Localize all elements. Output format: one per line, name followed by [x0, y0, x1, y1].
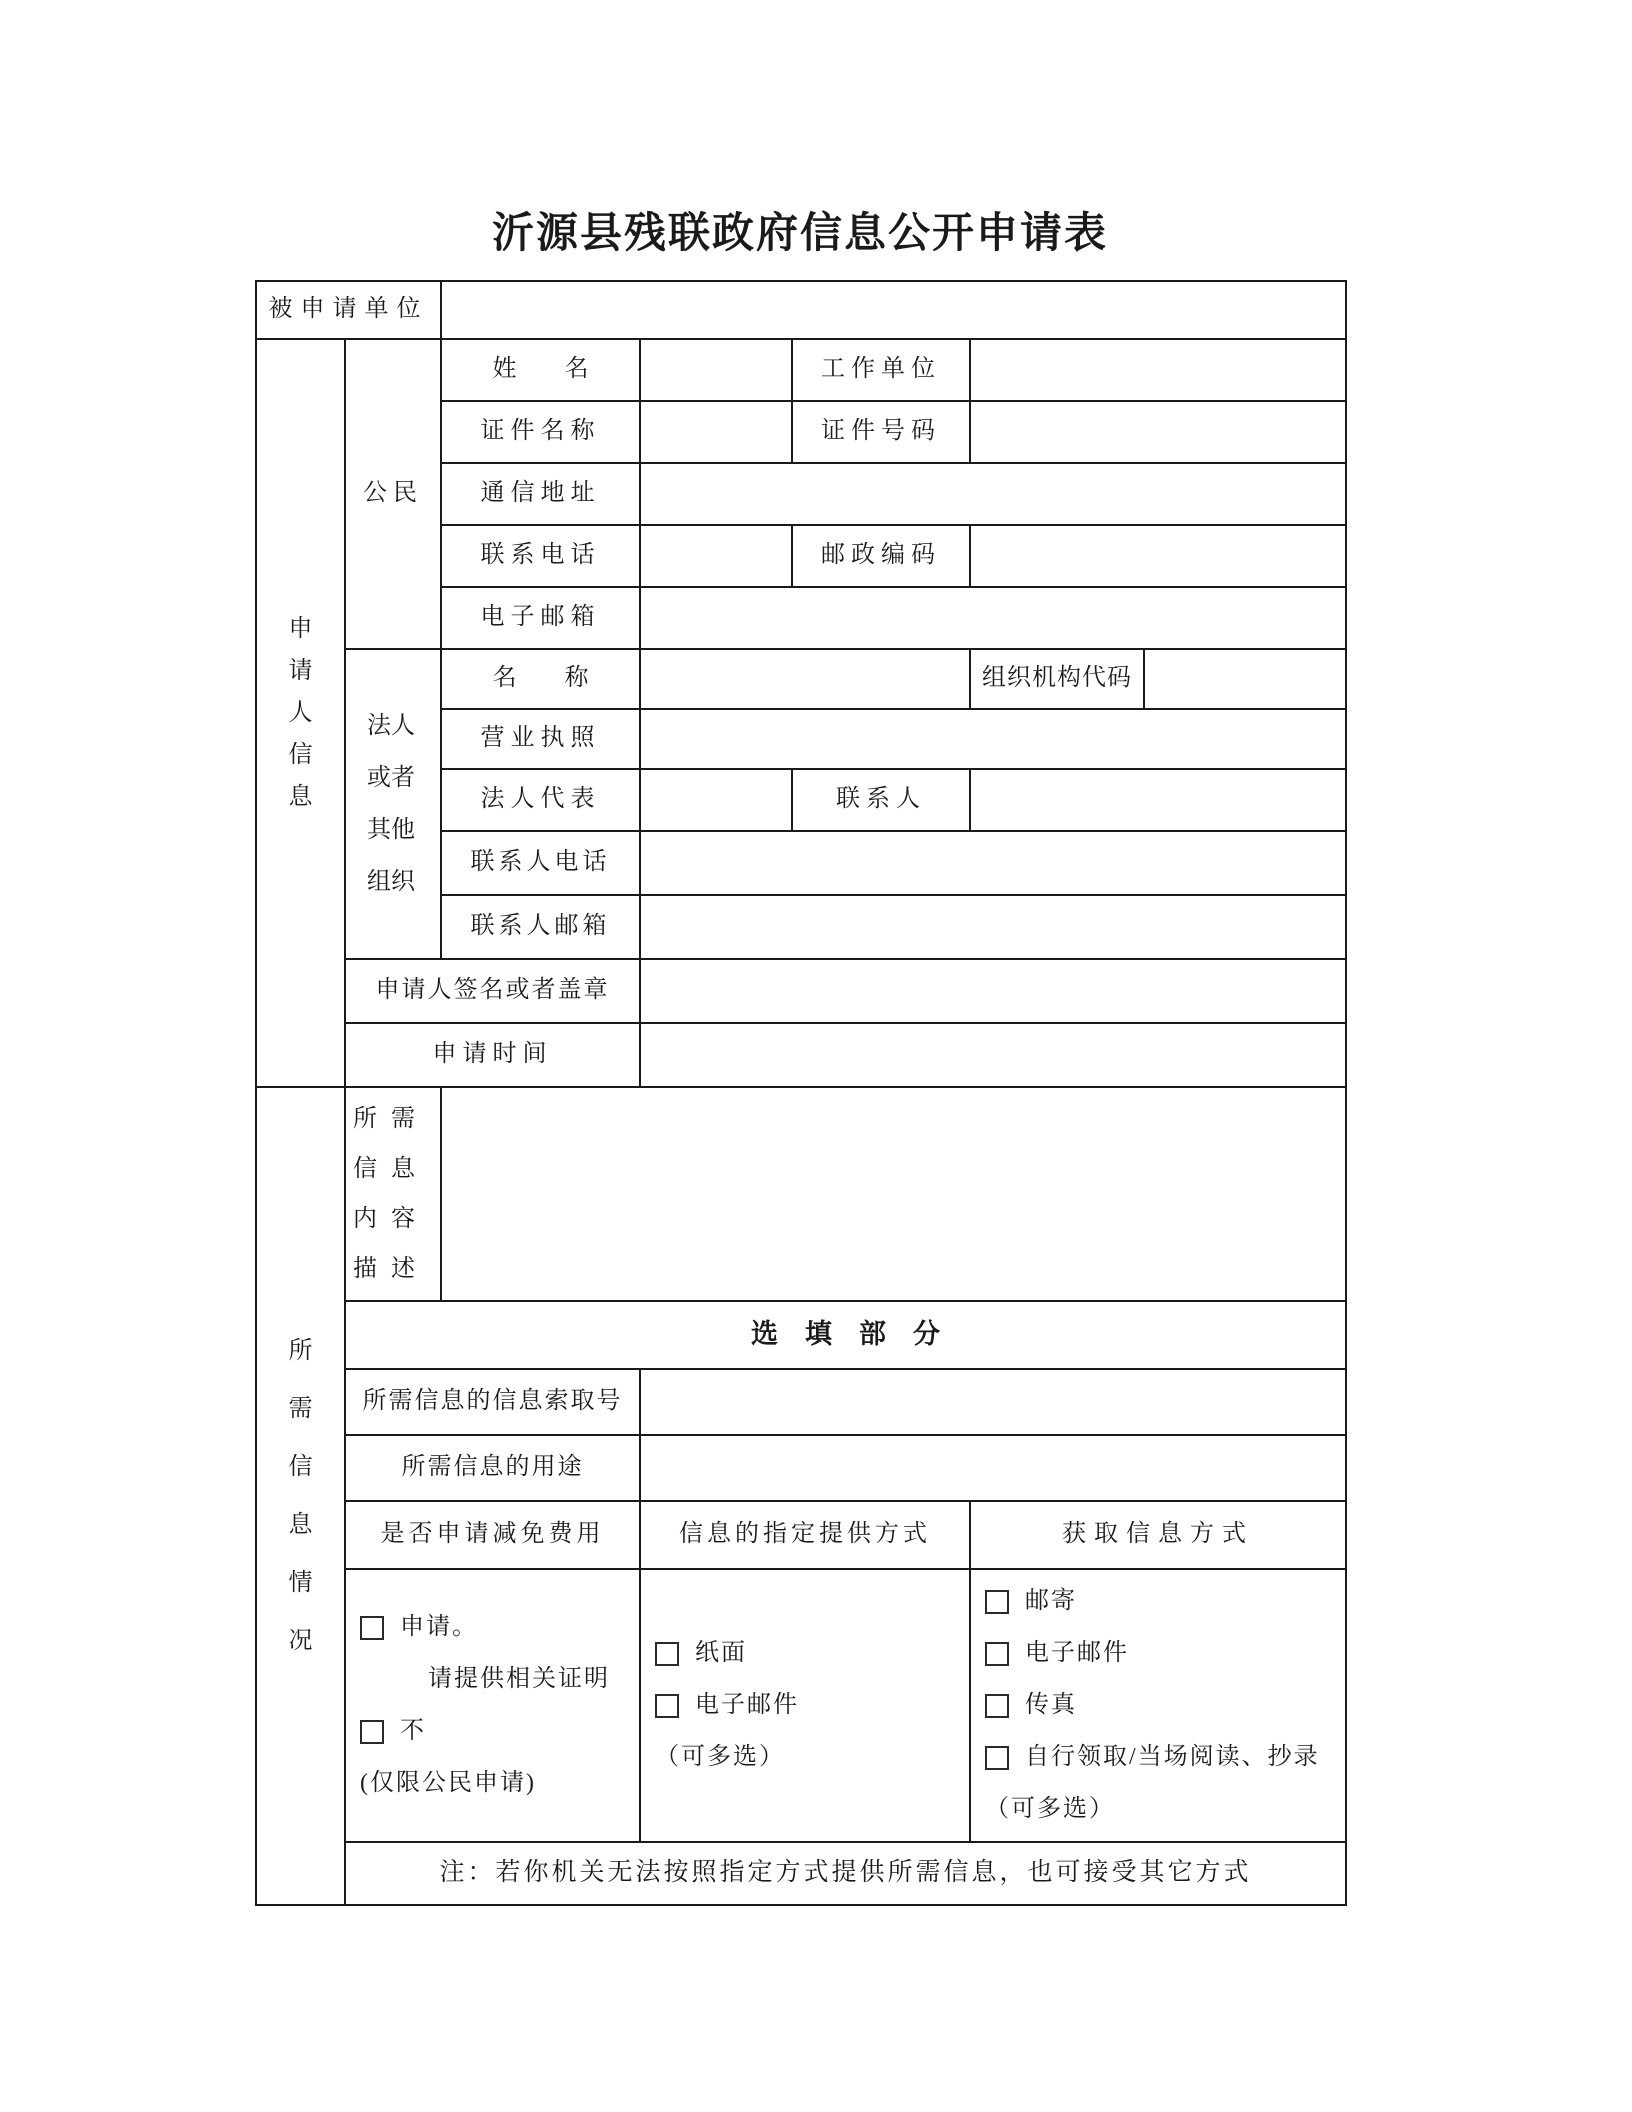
checkbox-label: 传真 [1025, 1691, 1077, 1718]
checkbox-label: （可多选） [985, 1795, 1115, 1822]
checkbox-option-line [641, 1732, 969, 1784]
phone-field[interactable] [640, 525, 792, 587]
info-use-label: 所需信息的用途 [345, 1435, 640, 1501]
checkbox[interactable] [655, 1694, 679, 1718]
info-desc-label-text: 所需信息内容描述 [353, 1106, 429, 1282]
id-number-field[interactable] [970, 401, 1346, 463]
checkbox-option-line [971, 1576, 1345, 1628]
name-label: 姓 名 [441, 339, 640, 401]
checkbox-label: 电子邮件 [1025, 1639, 1129, 1666]
checkbox[interactable] [360, 1616, 384, 1640]
requested-unit-label: 被申请单位 [256, 281, 441, 339]
checkbox-option-line [346, 1654, 639, 1706]
checkbox[interactable] [985, 1590, 1009, 1614]
checkbox-option-line [346, 1602, 639, 1654]
work-unit-field[interactable] [970, 339, 1346, 401]
checkbox[interactable] [985, 1746, 1009, 1770]
requested-unit-field[interactable] [441, 281, 1346, 339]
legal-rep-field[interactable] [640, 769, 792, 831]
obtain-method-options [970, 1569, 1346, 1842]
checkbox-option-line [346, 1706, 639, 1758]
org-name-label: 名 称 [441, 649, 640, 709]
id-type-label: 证件名称 [441, 401, 640, 463]
checkbox-option-line [346, 1758, 639, 1810]
applicant-info-rail [256, 339, 345, 1087]
contact-email-field[interactable] [640, 895, 1346, 959]
checkbox-label: 请提供相关证明 [428, 1665, 610, 1692]
contact-person-field[interactable] [970, 769, 1346, 831]
checkbox-option-line [971, 1732, 1345, 1784]
apply-date-field[interactable] [640, 1023, 1346, 1087]
org-code-field[interactable] [1144, 649, 1346, 709]
checkbox[interactable] [360, 1720, 384, 1744]
postcode-label: 邮政编码 [792, 525, 970, 587]
email-label: 电子邮箱 [441, 587, 640, 649]
org-code-label: 组织机构代码 [970, 649, 1144, 709]
checkbox-option-line [641, 1680, 969, 1732]
address-field[interactable] [640, 463, 1346, 525]
note-cell: 注：若你机关无法按照指定方式提供所需信息，也可接受其它方式 [345, 1842, 1346, 1905]
address-label: 通信地址 [441, 463, 640, 525]
provide-method-header: 信息的指定提供方式 [640, 1501, 970, 1569]
provide-method-options [640, 1569, 970, 1842]
checkbox-option-line [641, 1628, 969, 1680]
checkbox-label: 申请。 [400, 1613, 478, 1640]
info-use-field[interactable] [640, 1435, 1346, 1501]
info-index-field[interactable] [640, 1369, 1346, 1435]
applicant-info-rail-label: 申请人信息 [288, 616, 313, 810]
checkbox[interactable] [655, 1642, 679, 1666]
org-name-field[interactable] [640, 649, 970, 709]
business-license-field[interactable] [640, 709, 1346, 769]
checkbox-option-line [971, 1680, 1345, 1732]
optional-section-header: 选 填 部 分 [345, 1301, 1346, 1369]
business-license-label: 营业执照 [441, 709, 640, 769]
page-title: 沂源县残联政府信息公开申请表 [491, 211, 1108, 257]
work-unit-label: 工作单位 [792, 339, 970, 401]
legal-person-group-text: 法人或者其他组织 [367, 713, 415, 895]
info-desc-field[interactable] [441, 1087, 1346, 1301]
citizen-group-label: 公民 [345, 339, 441, 649]
legal-person-group-label [345, 649, 441, 959]
checkbox-label: 自行领取/当场阅读、抄录 [1025, 1743, 1320, 1770]
required-info-rail [256, 1087, 345, 1905]
application-form-table [255, 280, 1347, 1906]
signature-label: 申请人签名或者盖章 [345, 959, 640, 1023]
legal-rep-label: 法人代表 [441, 769, 640, 831]
contact-phone-field[interactable] [640, 831, 1346, 895]
checkbox[interactable] [985, 1694, 1009, 1718]
contact-phone-label: 联系人电话 [441, 831, 640, 895]
email-field[interactable] [640, 587, 1346, 649]
required-info-rail-label: 所需信息情况 [288, 1338, 313, 1654]
apply-date-label: 申请时间 [345, 1023, 640, 1087]
info-desc-label [345, 1087, 441, 1301]
name-field[interactable] [640, 339, 792, 401]
checkbox-option-line [971, 1784, 1345, 1836]
checkbox-label: 邮寄 [1025, 1587, 1077, 1614]
fee-reduction-header: 是否申请减免费用 [345, 1501, 640, 1569]
obtain-method-header: 获取信息方式 [970, 1501, 1346, 1569]
postcode-field[interactable] [970, 525, 1346, 587]
checkbox-label: (仅限公民申请) [360, 1769, 536, 1796]
id-number-label: 证件号码 [792, 401, 970, 463]
signature-field[interactable] [640, 959, 1346, 1023]
checkbox-label: 不 [400, 1717, 426, 1744]
contact-email-label: 联系人邮箱 [441, 895, 640, 959]
checkbox[interactable] [985, 1642, 1009, 1666]
info-index-label: 所需信息的信息索取号 [345, 1369, 640, 1435]
checkbox-label: 纸面 [695, 1639, 747, 1666]
fee-reduction-options [345, 1569, 640, 1842]
phone-label: 联系电话 [441, 525, 640, 587]
id-type-field[interactable] [640, 401, 792, 463]
checkbox-label: 电子邮件 [695, 1691, 799, 1718]
checkbox-label: （可多选） [655, 1743, 785, 1770]
checkbox-option-line [971, 1628, 1345, 1680]
contact-person-label: 联系人 [792, 769, 970, 831]
